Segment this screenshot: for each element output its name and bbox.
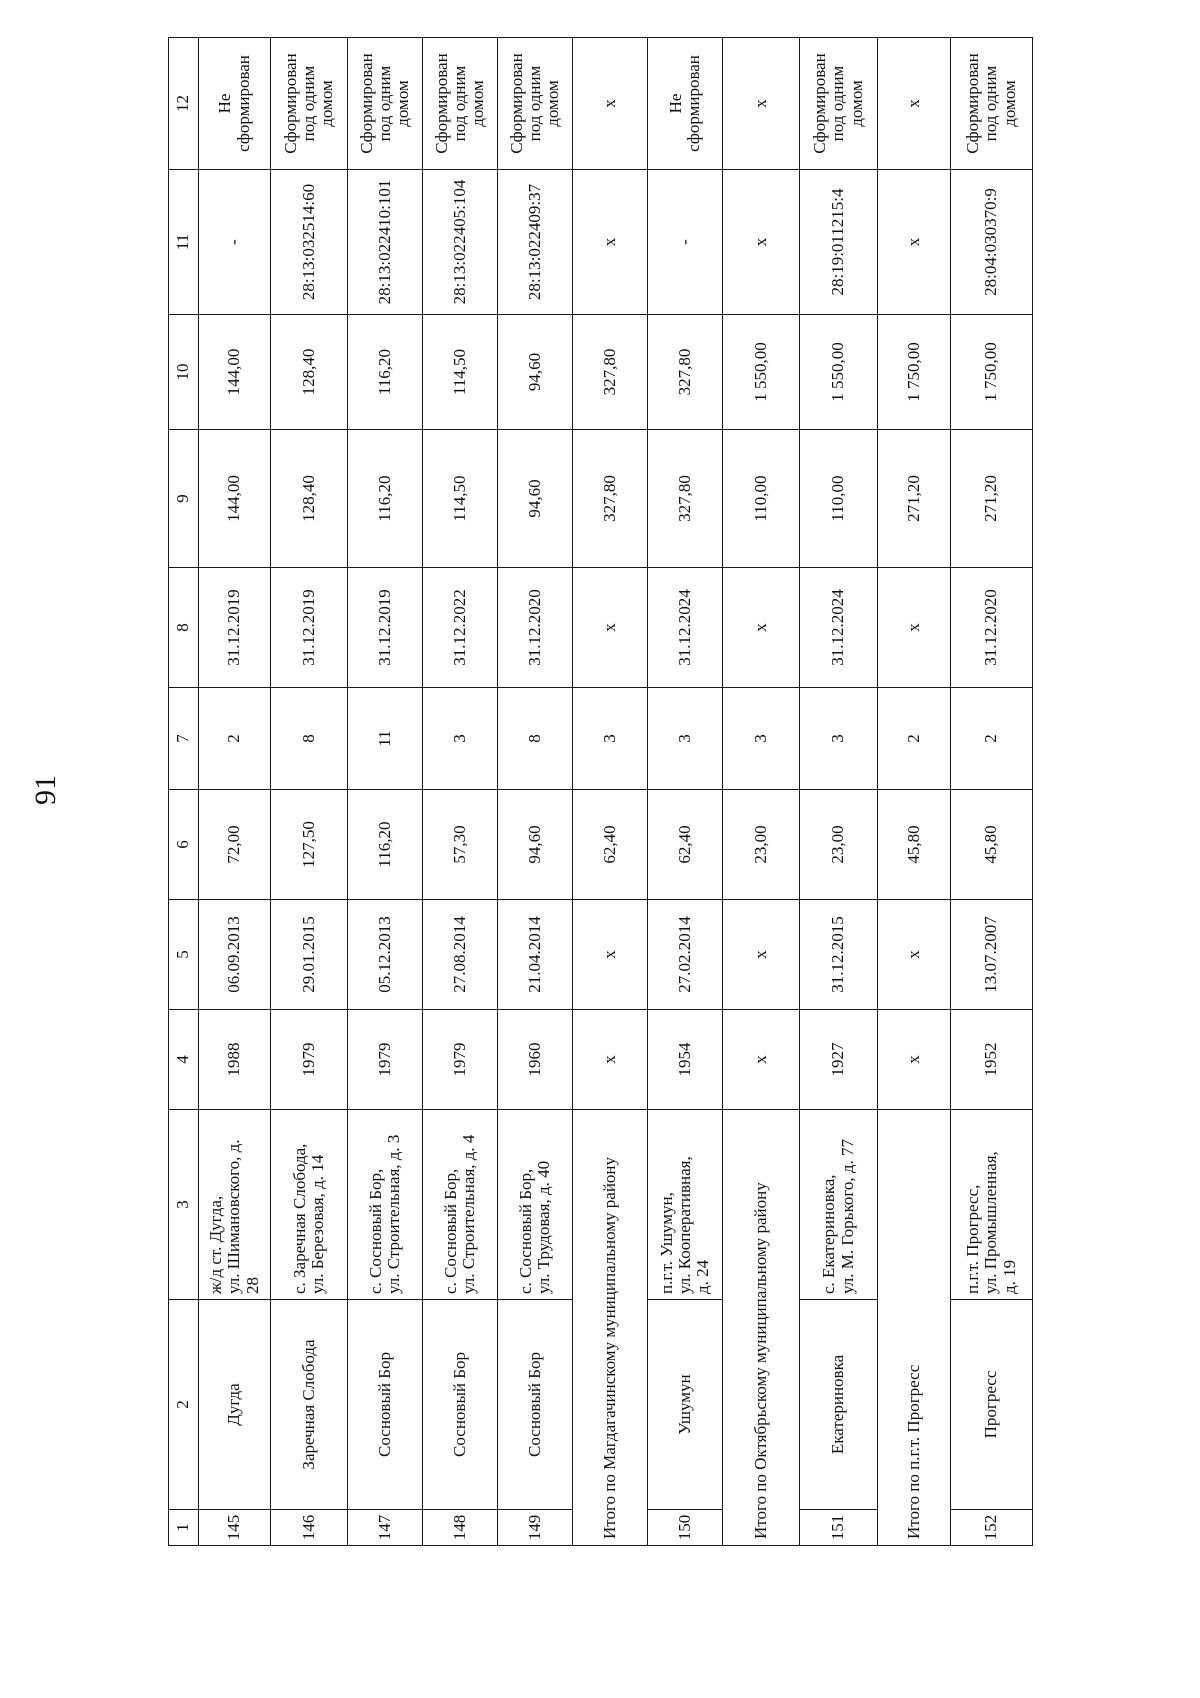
cadastral-number-cell: 28:04:030370:9 xyxy=(951,170,1033,315)
cadastral-number-cell: 28:13:032514:60 xyxy=(271,170,348,315)
count-cell: 2 xyxy=(951,688,1033,790)
cadastral-number-cell: - xyxy=(648,170,723,315)
col-header-1: 1 xyxy=(169,1510,199,1546)
year-cell: х xyxy=(573,1010,648,1110)
row-number-cell: 152 xyxy=(951,1510,1033,1546)
area-cell: 72,00 xyxy=(199,790,271,900)
count-cell: 3 xyxy=(573,688,648,790)
area-cell: 45,80 xyxy=(951,790,1033,900)
address-cell: с. Екатериновка, ул. М. Горького, д. 77 xyxy=(800,1110,878,1300)
status-cell: Не сформирован xyxy=(648,38,723,170)
deadline-date-cell: 31.12.2020 xyxy=(951,568,1033,688)
year-cell: 1979 xyxy=(271,1010,348,1110)
locality-cell: Сосновый Бор xyxy=(423,1300,498,1510)
deadline-date-cell: 31.12.2024 xyxy=(800,568,878,688)
table-row xyxy=(348,38,423,1546)
area-cell-9: 116,20 xyxy=(348,430,423,568)
date-cell: х xyxy=(723,900,800,1010)
deadline-date-cell: х xyxy=(878,568,951,688)
count-cell: 8 xyxy=(498,688,573,790)
locality-cell: Екатериновка xyxy=(800,1300,878,1510)
year-cell: 1979 xyxy=(423,1010,498,1110)
col-header-9: 9 xyxy=(169,430,199,568)
year-cell: 1927 xyxy=(800,1010,878,1110)
row-number-cell: 150 xyxy=(648,1510,723,1546)
col-header-12: 12 xyxy=(169,38,199,170)
row-number-cell: 145 xyxy=(199,1510,271,1546)
count-cell: 2 xyxy=(878,688,951,790)
area-cell-10: 1 750,00 xyxy=(878,315,951,430)
area-cell-9: 271,20 xyxy=(878,430,951,568)
col-header-6: 6 xyxy=(169,790,199,900)
count-cell: 11 xyxy=(348,688,423,790)
area-cell-10: 1 550,00 xyxy=(800,315,878,430)
status-cell: Сформирован под одним домом xyxy=(348,38,423,170)
table-row xyxy=(199,38,271,1546)
locality-cell: Сосновый Бор xyxy=(348,1300,423,1510)
date-cell: 31.12.2015 xyxy=(800,900,878,1010)
deadline-date-cell: х xyxy=(723,568,800,688)
cadastral-number-cell: х xyxy=(573,170,648,315)
count-cell: 3 xyxy=(800,688,878,790)
total-row xyxy=(573,38,648,1546)
area-cell: 23,00 xyxy=(723,790,800,900)
address-cell: ж/д ст. Дугда, ул. Шимановского, д. 28 xyxy=(199,1110,271,1300)
cadastral-number-cell: 28:13:022409:37 xyxy=(498,170,573,315)
col-header-2: 2 xyxy=(169,1300,199,1510)
col-header-5: 5 xyxy=(169,900,199,1010)
deadline-date-cell: 31.12.2022 xyxy=(423,568,498,688)
status-cell: х xyxy=(723,38,800,170)
total-label-cell: Итого по Магдагачинскому муниципальному району xyxy=(573,1110,648,1546)
table-row xyxy=(800,38,878,1546)
area-cell-10: 128,40 xyxy=(271,315,348,430)
area-cell-10: 94,60 xyxy=(498,315,573,430)
date-cell: 05.12.2013 xyxy=(348,900,423,1010)
address-cell: с. Сосновый Бор, ул. Строительная, д. 4 xyxy=(423,1110,498,1300)
area-cell-9: 271,20 xyxy=(951,430,1033,568)
col-header-3: 3 xyxy=(169,1110,199,1300)
year-cell: х xyxy=(723,1010,800,1110)
address-cell: п.г.т. Прогресс, ул. Промышленная, д. 19 xyxy=(951,1110,1033,1300)
locality-cell: Прогресс xyxy=(951,1300,1033,1510)
area-cell-9: 327,80 xyxy=(648,430,723,568)
year-cell: 1952 xyxy=(951,1010,1033,1110)
cadastral-number-cell: 28:13:022410:101 xyxy=(348,170,423,315)
table-row xyxy=(648,38,723,1546)
rotated-table-container xyxy=(168,38,1032,1546)
col-header-8: 8 xyxy=(169,568,199,688)
cadastral-number-cell: х xyxy=(878,170,951,315)
status-cell: х xyxy=(573,38,648,170)
date-cell: 13.07.2007 xyxy=(951,900,1033,1010)
row-number-cell: 149 xyxy=(498,1510,573,1546)
area-cell: 127,50 xyxy=(271,790,348,900)
area-cell-10: 144,00 xyxy=(199,315,271,430)
locality-cell: Ушумун xyxy=(648,1300,723,1510)
locality-cell: Заречная Слобода xyxy=(271,1300,348,1510)
deadline-date-cell: х xyxy=(573,568,648,688)
count-cell: 2 xyxy=(199,688,271,790)
area-cell-10: 1 550,00 xyxy=(723,315,800,430)
area-cell: 23,00 xyxy=(800,790,878,900)
deadline-date-cell: 31.12.2019 xyxy=(199,568,271,688)
count-cell: 3 xyxy=(423,688,498,790)
table-row xyxy=(498,38,573,1546)
cadastral-number-cell: - xyxy=(199,170,271,315)
area-cell-10: 327,80 xyxy=(573,315,648,430)
area-cell-10: 114,50 xyxy=(423,315,498,430)
status-cell: Сформирован под одним домом xyxy=(800,38,878,170)
column-number-header-row xyxy=(169,38,199,1546)
total-label-cell: Итого по Октябрьскому муниципальному району xyxy=(723,1110,800,1546)
col-header-10: 10 xyxy=(169,315,199,430)
total-row xyxy=(878,38,951,1546)
total-row xyxy=(723,38,800,1546)
area-cell-9: 144,00 xyxy=(199,430,271,568)
deadline-date-cell: 31.12.2020 xyxy=(498,568,573,688)
count-cell: 8 xyxy=(271,688,348,790)
table-row xyxy=(423,38,498,1546)
area-cell: 94,60 xyxy=(498,790,573,900)
date-cell: х xyxy=(573,900,648,1010)
area-cell-9: 327,80 xyxy=(573,430,648,568)
date-cell: 27.02.2014 xyxy=(648,900,723,1010)
count-cell: 3 xyxy=(723,688,800,790)
locality-cell: Дугда xyxy=(199,1300,271,1510)
area-cell-10: 1 750,00 xyxy=(951,315,1033,430)
row-number-cell: 148 xyxy=(423,1510,498,1546)
status-cell: х xyxy=(878,38,951,170)
address-cell: с. Сосновый Бор, ул. Трудовая, д. 40 xyxy=(498,1110,573,1300)
col-header-11: 11 xyxy=(169,170,199,315)
count-cell: 3 xyxy=(648,688,723,790)
deadline-date-cell: 31.12.2019 xyxy=(348,568,423,688)
table-row xyxy=(951,38,1033,1546)
year-cell: 1988 xyxy=(199,1010,271,1110)
area-cell-9: 114,50 xyxy=(423,430,498,568)
total-label-cell: Итого по п.г.т. Прогресс xyxy=(878,1110,951,1546)
area-cell: 57,30 xyxy=(423,790,498,900)
area-cell: 116,20 xyxy=(348,790,423,900)
area-cell-9: 110,00 xyxy=(800,430,878,568)
col-header-7: 7 xyxy=(169,688,199,790)
area-cell: 45,80 xyxy=(878,790,951,900)
row-number-cell: 147 xyxy=(348,1510,423,1546)
date-cell: х xyxy=(878,900,951,1010)
col-header-4: 4 xyxy=(169,1010,199,1110)
status-cell: Сформирован под одним домом xyxy=(271,38,348,170)
locality-cell: Сосновый Бор xyxy=(498,1300,573,1510)
cadastral-number-cell: 28:19:011215:4 xyxy=(800,170,878,315)
area-cell: 62,40 xyxy=(648,790,723,900)
year-cell: 1954 xyxy=(648,1010,723,1110)
table-row xyxy=(271,38,348,1546)
row-number-cell: 151 xyxy=(800,1510,878,1546)
deadline-date-cell: 31.12.2019 xyxy=(271,568,348,688)
address-cell: п.г.т. Ушумун, ул. Кооперативная, д. 24 xyxy=(648,1110,723,1300)
deadline-date-cell: 31.12.2024 xyxy=(648,568,723,688)
area-cell-10: 327,80 xyxy=(648,315,723,430)
page-number: 91 xyxy=(29,775,62,805)
area-cell: 62,40 xyxy=(573,790,648,900)
address-cell: с. Заречная Слобода, ул. Березовая, д. 14 xyxy=(271,1110,348,1300)
date-cell: 06.09.2013 xyxy=(199,900,271,1010)
housing-register-table xyxy=(168,37,1033,1546)
year-cell: х xyxy=(878,1010,951,1110)
address-cell: с. Сосновый Бор, ул. Строительная, д. 3 xyxy=(348,1110,423,1300)
year-cell: 1979 xyxy=(348,1010,423,1110)
cadastral-number-cell: х xyxy=(723,170,800,315)
status-cell: Сформирован под одним домом xyxy=(951,38,1033,170)
date-cell: 29.01.2015 xyxy=(271,900,348,1010)
area-cell-9: 110,00 xyxy=(723,430,800,568)
row-number-cell: 146 xyxy=(271,1510,348,1546)
status-cell: Сформирован под одним домом xyxy=(498,38,573,170)
area-cell-10: 116,20 xyxy=(348,315,423,430)
status-cell: Не сформирован xyxy=(199,38,271,170)
date-cell: 27.08.2014 xyxy=(423,900,498,1010)
area-cell-9: 128,40 xyxy=(271,430,348,568)
date-cell: 21.04.2014 xyxy=(498,900,573,1010)
status-cell: Сформирован под одним домом xyxy=(423,38,498,170)
cadastral-number-cell: 28:13:022405:104 xyxy=(423,170,498,315)
area-cell-9: 94,60 xyxy=(498,430,573,568)
year-cell: 1960 xyxy=(498,1010,573,1110)
table-body xyxy=(169,38,1033,1546)
